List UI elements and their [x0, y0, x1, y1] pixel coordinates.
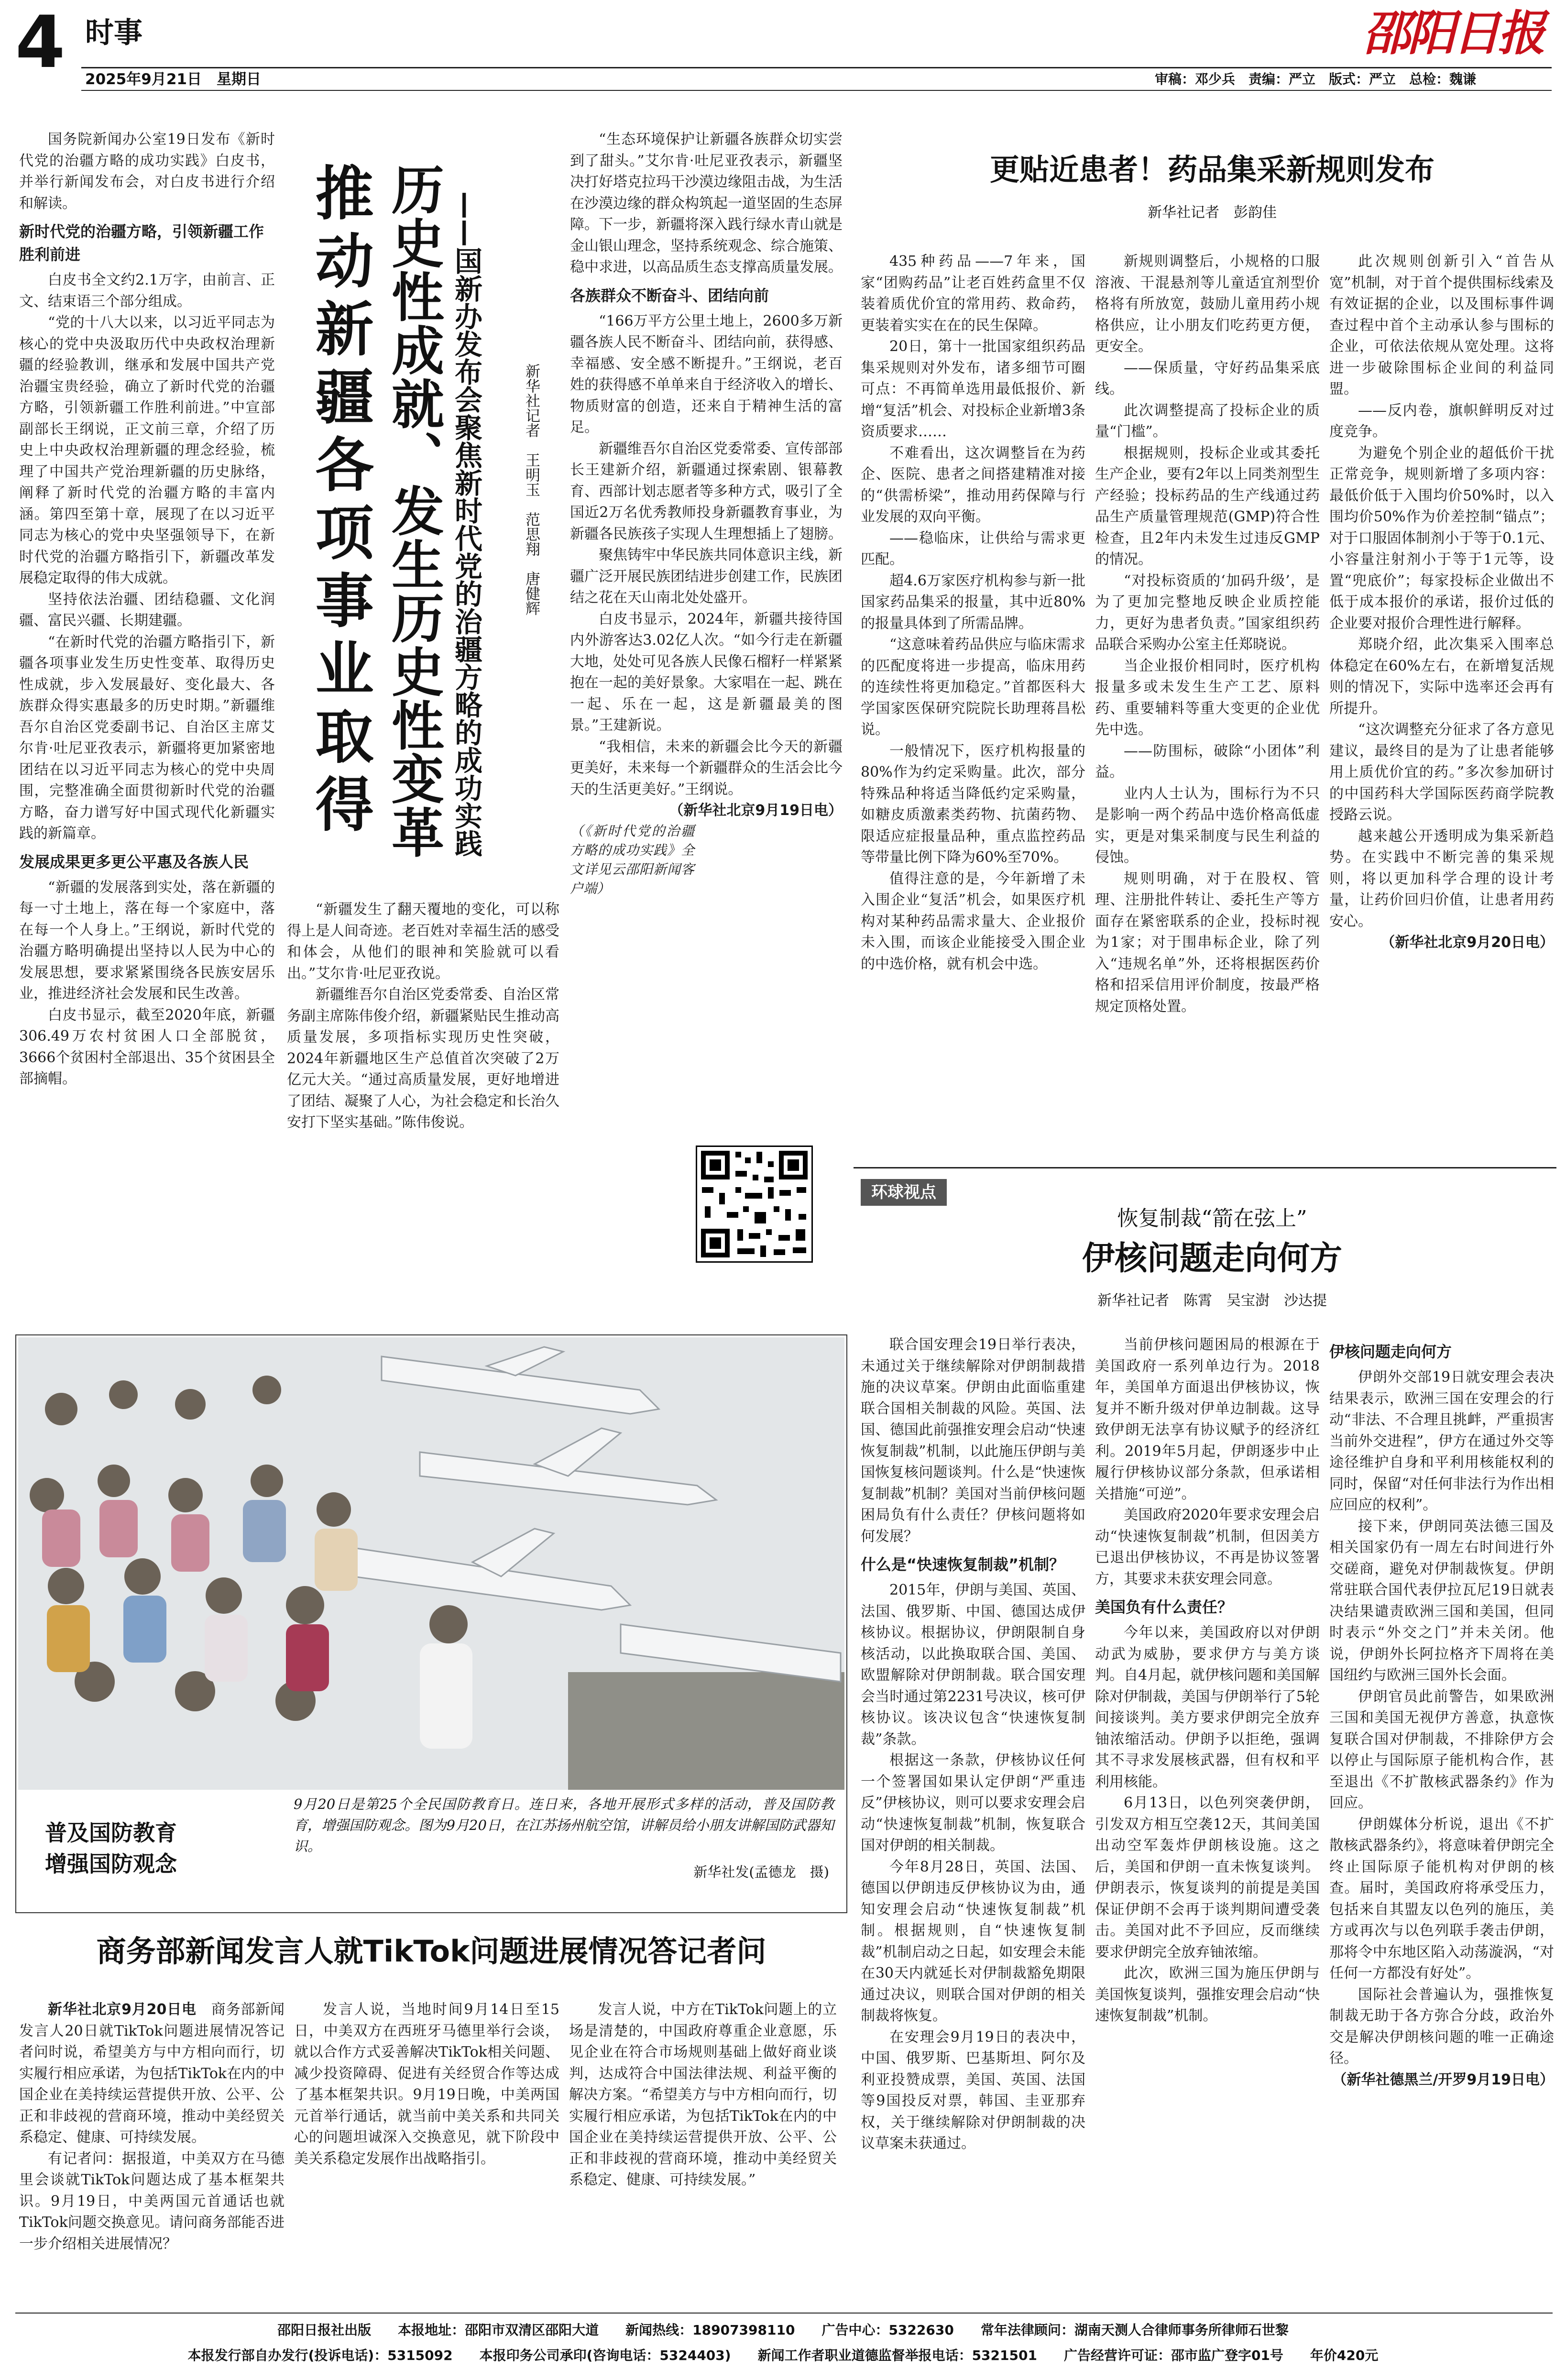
qr-code-image[interactable]	[696, 1146, 813, 1263]
article-column: 发言人说，当地时间9月14日至15日，中美双方在西班牙马德里举行会谈，就以合作方式妥善解决TikTok相关问题、减少投资障碍、促进有关经贸合作等达成了基本框架共识。9月19日晚，中美两国元首举行通话，就当前中美关系和共同关心的问题坦诚深入交换意见，就下阶段中美关系稳定发展作出战略指引。	[294, 2001, 559, 2167]
news-photo-box	[15, 1334, 847, 1913]
article-subtitle: ——国新办发布会聚焦新时代党的治疆方略的成功实践	[450, 191, 482, 857]
article-title-line-1: 历史性成就、发生历史性变革	[383, 163, 444, 859]
photo-title-line-2: 增强国防观念	[45, 1851, 177, 1877]
article-column: 此次规则创新引入“首告从宽”机制，对于首个提供围标线索及有效证据的企业，以及围标事件调查过程中首个主动承认参与围标的企业，可依法依规从宽处理。这将进一步破除围标企业间的利益同盟。 ——反内卷，旗帜鲜明反对过度竞争。 为避免个别企业的超低价干扰正常竞争，规则新增了多项内容：最低价低于入围均价50%时，以入围均价50%作为价差控制“锚点”；对于口服固体制剂小于等于0.1元、小容量注射剂小于等于1元等，设置“兜底价”；每家投标企业做出不低于成本报价的承诺，报价过低的企业要对报价合理性进行解释。 郑晓介绍，此次集采入围率总体稳定在60%左右，在新增复活规则的情况下，实际中选率还会再有所提升。 “这次调整充分征求了各方意见建议，最终目的是为了让患者能够用上质优价宜的药。”多次参加研讨的中国药科大学国际医药商学院教授路云说。 越来越公开透明成为集采新趋势。在实践中不断完善的集采规则，将以更加科学合理的设计考量，让药价回归价值，让患者用药安心。 （新华社北京9月20日电）	[1329, 253, 1554, 951]
article-title: 更贴近患者！药品集采新规则发布	[989, 152, 1435, 187]
date-line: 2025年9月21日 星期日	[85, 71, 261, 88]
photo-title-line-1: 普及国防教育	[45, 1820, 177, 1846]
footer-rule	[15, 2313, 1553, 2314]
section-divider	[854, 1167, 1556, 1168]
article-title: 商务部新闻发言人就TikTok问题进展情况答记者问	[96, 1934, 767, 1969]
article-column: 435种药品——7年来，国家“团购药品”让老百姓药盒里不仅装着质优价宜的常用药、救命药，更装着实实在在的民生保障。 20日，第十一批国家组织药品集采规则对外发布，诸多细节可圈可点：不再简单选用最低报价、新增“复活”机会、对投标企业新增3条资质要求…… 不难看出，这次调整旨在为药企、医院、患者之间搭建精准对接的“供需桥梁”，推动用药保障与行业发展的双向平衡。 ——稳临床，让供给与需求更匹配。 超4.6万家医疗机构参与新一批国家药品集采的报量，其中近80%的报量具体到了所需品牌。 “这意味着药品供应与临床需求的匹配度将进一步提高，临床用药的连续性将更加稳定。”首都医科大学国家医保研究院院长助理蒋昌松说。 一般情况下，医疗机构报量的80%作为约定采购量。此次，部分特殊品种将适当降低约定采购量，如糖皮质激素类药物、抗菌药物、限适应症报量品种，重点监控药品等带量比例下降为60%至70%。 值得注意的是，今年新增了未入围企业“复活”机会，如果医疗机构对某种药品需求量大、企业报价未入围，而该企业能接受入围企业的中选价格，就有机会中选。	[861, 253, 1085, 972]
article-column: 伊核问题走向何方 伊朗外交部19日就安理会表决结果表示，欧洲三国在安理会的行动“非法、不合理且挑衅，严重损害当前外交进程”，伊方在通过外交等途径维护自身和平利用核能权利的同时，保留“对任何非法行为作出相应回应的权利”。 接下来，伊朗同英法德三国及相关国家仍有一周左右时间进行外交磋商，避免对伊制裁恢复。伊朗常驻联合国代表伊拉瓦尼19日就表决结果谴责欧洲三国和美国，但同时表示“外交之门”并未关闭。他说，伊朗外长阿拉格齐下周将在美国纽约与欧洲三国外长会面。 伊朗官员此前警告，如果欧洲三国和美国无视伊方善意，执意恢复联合国对伊制裁，不排除伊方会以停止与国际原子能机构合作，甚至退出《不扩散核武器条约》作为回应。 伊朗媒体分析说，退出《不扩散核武器条约》，将意味着伊朗完全终止国际原子能机构对伊朗的核查。届时，美国政府将承受压力，包括来自其盟友以色列的施压，美方或再次与以色列联手袭击伊朗，那将令中东地区陷入动荡漩涡，“对任何一方都没有好处”。 国际社会普遍认为，强推恢复制裁无助于各方弥合分歧，政治外交是解决伊朗核问题的唯一正确途径。 （新华社德黑兰/开罗9月19日电）	[1329, 1343, 1554, 2088]
section-tag: 环球视点	[861, 1179, 947, 1206]
article-kicker: 恢复制裁“箭在弦上”	[1117, 1206, 1307, 1231]
article-byline: 新华社记者 王明玉 范思翔 唐健辉	[523, 364, 540, 616]
article-column: “生态环境保护让新疆各族群众切实尝到了甜头。”艾尔肯·吐尼亚孜表示，新疆坚决打好塔克拉玛干沙漠边缘阻击战，为生活在沙漠边缘的群众构筑起一道坚固的生态屏障。下一步，新疆将深入践行绿水青山就是金山银山理念，坚持系统观念、综合施策、稳中求进，以高品质生态支撑高质量发展。 各族群众不断奋斗、团结向前 “166万平方公里土地上，2600多万新疆各族人民不断奋斗、团结向前，获得感、幸福感、安全感不断提升。”王纲说，老百姓的获得感不单单来自于经济收入的增长、物质财富的创造，还来自于精神生活的富足。 新疆维吾尔自治区党委常委、宣传部部长王建新介绍，新疆通过探索剧、银幕教育、西部计划志愿者等多种方式，吸引了全国近2万名优秀教师投身新疆教育事业，为新疆各民族孩子实现人生理想插上了翅膀。 聚焦铸牢中华民族共同体意识主线，新疆广泛开展民族团结进步创建工作，民族团结之花在天山南北处处盛开。 白皮书显示，2024年，新疆共接待国内外游客达3.02亿人次。“如今行走在新疆大地，处处可见各族人民像石榴籽一样紧紧抱在一起的美好景象。大家唱在一起、跳在一起、乐在一起，这是新疆最美的图景。”王建新说。 “我相信，未来的新疆会比今天的新疆更美好，未来每一个新疆群众的生活会比今天的生活更美好。”王纲说。 （新华社北京9月19日电） （《新时代党的治疆方略的成功实践》全文详见云邵阳新闻客户端）	[570, 129, 843, 1287]
aircraft-model-illustration	[18, 1337, 844, 1790]
page-header	[0, 0, 1566, 91]
footer-line-2: 本报发行部自办发行(投诉电话)：5315092 本报印务公司承印(咨询电话：5324403) 新闻工作者职业道德监督举报电话：5321501 广告经营许可证：邵市监广登字01号 年价420元	[187, 2347, 1379, 2363]
masthead-logo: 邵阳日报	[1363, 5, 1543, 61]
article-column: 新华社北京9月20日电 商务部新闻发言人20日就TikTok问题进展情况答记者问时说，希望美方与中方相向而行，切实履行相应承诺，为包括TikTok在内的中国企业在美持续运营提供开放、公平、公正和非歧视的营商环境，推动中美经贸关系稳定、健康、可持续发展。 有记者问：据报道，中美双方在马德里会谈就TikTok问题达成了基本框架共识。9月19日，中美两国元首通话也就TikTok问题交换意见。请问商务部能否进一步介绍相关进展情况？	[19, 2001, 285, 2252]
article-title-line-2: 推动新疆各项事业取得	[306, 163, 373, 842]
article-column: 国务院新闻办公室19日发布《新时代党的治疆方略的成功实践》白皮书，并举行新闻发布会，对白皮书进行介绍和解读。 新时代党的治疆方略，引领新疆工作胜利前进 白皮书全文约2.1万字，由前言、正文、结束语三个部分组成。 “党的十八大以来，以习近平同志为核心的党中央汲取历代中央政权治理新疆的经验教训，继承和发展中国共产党治疆宝贵经验，确立了新时代党的治疆方略，引领新疆工作胜利前进。”中宣部副部长王纲说，正文前三章，介绍了历史上中央政权治理新疆的理念经验，梳理了中国共产党治理新疆的历史脉络，阐释了新时代党的治疆方略的丰富内涵。第四至第十章，展现了在以习近平同志为核心的党中央坚强领导下，在新时代党的治疆方略指引下，新疆改革发展稳定取得的伟大成就。 坚持依法治疆、团结稳疆、文化润疆、富民兴疆、长期建疆。 “在新时代党的治疆方略指引下，新疆各项事业发生历史性变革、取得历史性成就，步入发展最好、变化最大、各族群众得实惠最多的历史时期。”新疆维吾尔自治区党委副书记、自治区主席艾尔肯·吐尼亚孜表示，新疆将更加紧密地团结在以习近平同志为核心的党中央周围，完整准确全面贯彻新时代党的治疆方略，奋力谱写好中国式现代化新疆实践的新篇章。 发展成果更多更公平惠及各族人民 “新疆的发展落到实处，落在新疆的每一寸土地上，落在每一个家庭中，落在每一个人身上。”王纲说，新时代党的治疆方略明确提出坚持以人民为中心的发展思想，要求紧紧围绕各民族安居乐业，推进经济社会发展和民生改善。 白皮书显示，截至2020年底，新疆306.49万农村贫困人口全部脱贫，3666个贫困村全部退出、35个贫困县全部摘帽。	[19, 131, 275, 1087]
article-column: “新疆发生了翻天覆地的变化，可以称得上是人间奇迹。老百姓对幸福生活的感受和体会，从他们的眼神和笑脸就可以看出。”艾尔肯·吐尼亚孜说。 新疆维吾尔自治区党委常委、自治区常务副主席陈伟俊介绍，新疆紧贴民生推动高质量发展，多项指标实现历史性突破，2024年新疆地区生产总值首次突破了2万亿元大关。“通过高质量发展，更好地增进了团结、凝聚了人心，为社会稳定和长治久安打下坚实基础。”陈伟俊说。	[287, 901, 559, 1131]
staff-line: 审稿：邓少兵 责编：严立 版式：严立 总检：魏谦	[1155, 71, 1477, 87]
section-name: 时事	[85, 16, 142, 50]
article-byline: 新华社记者 彭韵佳	[1148, 204, 1277, 221]
article-column: 发言人说，中方在TikTok问题上的立场是清楚的，中国政府尊重企业意愿，乐见企业在符合市场规则基础上做好商业谈判，达成符合中国法律法规、利益平衡的解决方案。“希望美方与中方相向而行，切实履行相应承诺，为包括TikTok在内的中国企业在美持续运营提供开放、公平、公正和非歧视的营商环境，推动中美经贸关系稳定、健康、可持续发展。”	[569, 2001, 837, 2188]
page-number: 4	[15, 1, 66, 84]
article-column: 联合国安理会19日举行表决，未通过关于继续解除对伊朗制裁措施的决议草案。伊朗由此面临重建联合国相关制裁的风险。英国、法国、德国此前强推安理会启动“快速恢复制裁”机制，以此施压伊朗与美国恢复核问题谈判。什么是“快速恢复制裁”机制？美国对当前伊核问题困局负有什么责任？伊核问题将如何发展？ 什么是“快速恢复制裁”机制？ 2015年，伊朗与美国、英国、法国、俄罗斯、中国、德国达成伊核协议。根据协议，伊朗限制自身核活动，以此换取联合国、美国、欧盟解除对伊朗制裁。联合国安理会当时通过第2231号决议，核可伊核协议。该决议包含“快速恢复制裁”条款。 根据这一条款，伊核协议任何一个签署国如果认定伊朗“严重违反”伊核协议，则可以要求安理会启动“快速恢复制裁”机制，恢复联合国对伊朗的相关制裁。 今年8月28日，英国、法国、德国以伊朗违反伊核协议为由，通知安理会启动“快速恢复制裁”机制。根据规则，自“快速恢复制裁”机制启动之日起，如安理会未能在30天内就延长对伊制裁豁免期限通过决议，则联合国对伊朗的相关制裁将恢复。 在安理会9月19日的表决中，中国、俄罗斯、巴基斯坦、阿尔及利亚投赞成票，美国、英国、法国等9国投反对票，韩国、圭亚那弃权，关于继续解除对伊朗制裁的决议草案未获通过。	[861, 1336, 1085, 2152]
photo-caption: 9月20日是第25个全民国防教育日。连日来，各地开展形式多样的活动，普及国防教育，增强国防观念。图为9月20日，在江苏扬州航空馆，讲解员给小朋友讲解国防武器知识。	[294, 1796, 834, 1854]
footer-line-1: 邵阳日报社出版 本报地址：邵阳市双清区邵阳大道 新闻热线：18907398110 广告中心：5322630 常年法律顾问：湖南天测人合律师事务所律师石世黎	[277, 2322, 1289, 2338]
header-rule-bottom	[81, 90, 1552, 91]
article-column: 当前伊核问题困局的根源在于美国政府一系列单边行为。2018年，美国单方面退出伊核协议，恢复并不断升级对伊单边制裁。这导致伊朗无法享有协议赋予的经济红利。2019年5月起，伊朗逐步中止履行伊核协议部分条款，但承诺相关措施“可逆”。 美国政府2020年要求安理会启动“快速恢复制裁”机制，但因美方已退出伊核协议，不再是协议签署方，其要求未获安理会同意。 美国负有什么责任？ 今年以来，美国政府以对伊朗动武为威胁，要求伊方与美方谈判。自4月起，就伊核问题和美国解除对伊制裁，美国与伊朗举行了5轮间接谈判。美方要求伊朗完全放弃铀浓缩活动。伊朗予以拒绝，强调其不寻求发展核武器，但有权和平利用核能。 6月13日，以色列突袭伊朗，引发双方相互空袭12天，其间美国出动空军轰炸伊朗核设施。这之后，美国和伊朗一直未恢复谈判。伊朗表示，恢复谈判的前提是美国保证伊朗不会再于谈判期间遭受袭击。美国对此不予回应，反而继续要求伊朗完全放弃铀浓缩。 此次，欧洲三国为施压伊朗与美国恢复谈判，强推安理会启动“快速恢复制裁”机制。	[1095, 1336, 1320, 2024]
photo-credit: 新华社发(孟德龙 摄)	[693, 1864, 829, 1880]
qr-note: （《新时代党的治疆方略的成功实践》全文详见云邵阳新闻客户端）	[570, 823, 694, 896]
article-column: 新规则调整后，小规格的口服溶液、干混悬剂等儿童适宜剂型价格将有所放宽，鼓励儿童用药小规格供应，让小朋友们吃药更方便，更安全。 ——保质量，守好药品集采底线。 此次调整提高了投标企业的质量“门槛”。 根据规则，投标企业或其委托生产企业，要有2年以上同类剂型生产经验；投标药品的生产线通过药品生产质量管理规范(GMP)符合性检查，且2年内未发生过违反GMP的情况。 “对投标资质的‘加码升级’，是为了更加完整地反映企业质控能力，更好为患者负责。”国家组织药品联合采购办公室主任郑晓说。 当企业报价相同时，医疗机构报量多或未发生生产工艺、原料药、重要辅料等重大变更的企业优先中选。 ——防围标，破除“小团体”利益。 业内人士认为，围标行为不只是影响一两个药品中选价格高低虚实，更是对集采制度与民生利益的侵蚀。 规则明确，对于在股权、管理、注册批件转让、委托生产等方面存在紧密联系的企业，投标时视为1家；对于围串标企业，除了列入“违规名单”外，还将根据医药价格和招采信用评价制度，按最严格规定顶格处置。	[1095, 253, 1320, 1015]
header-rule	[81, 67, 1552, 68]
article-title: 伊核问题走向何方	[1082, 1240, 1342, 1278]
news-photo[interactable]	[18, 1337, 844, 1790]
article-byline: 新华社记者 陈霄 吴宝澍 沙达提	[1097, 1292, 1327, 1309]
